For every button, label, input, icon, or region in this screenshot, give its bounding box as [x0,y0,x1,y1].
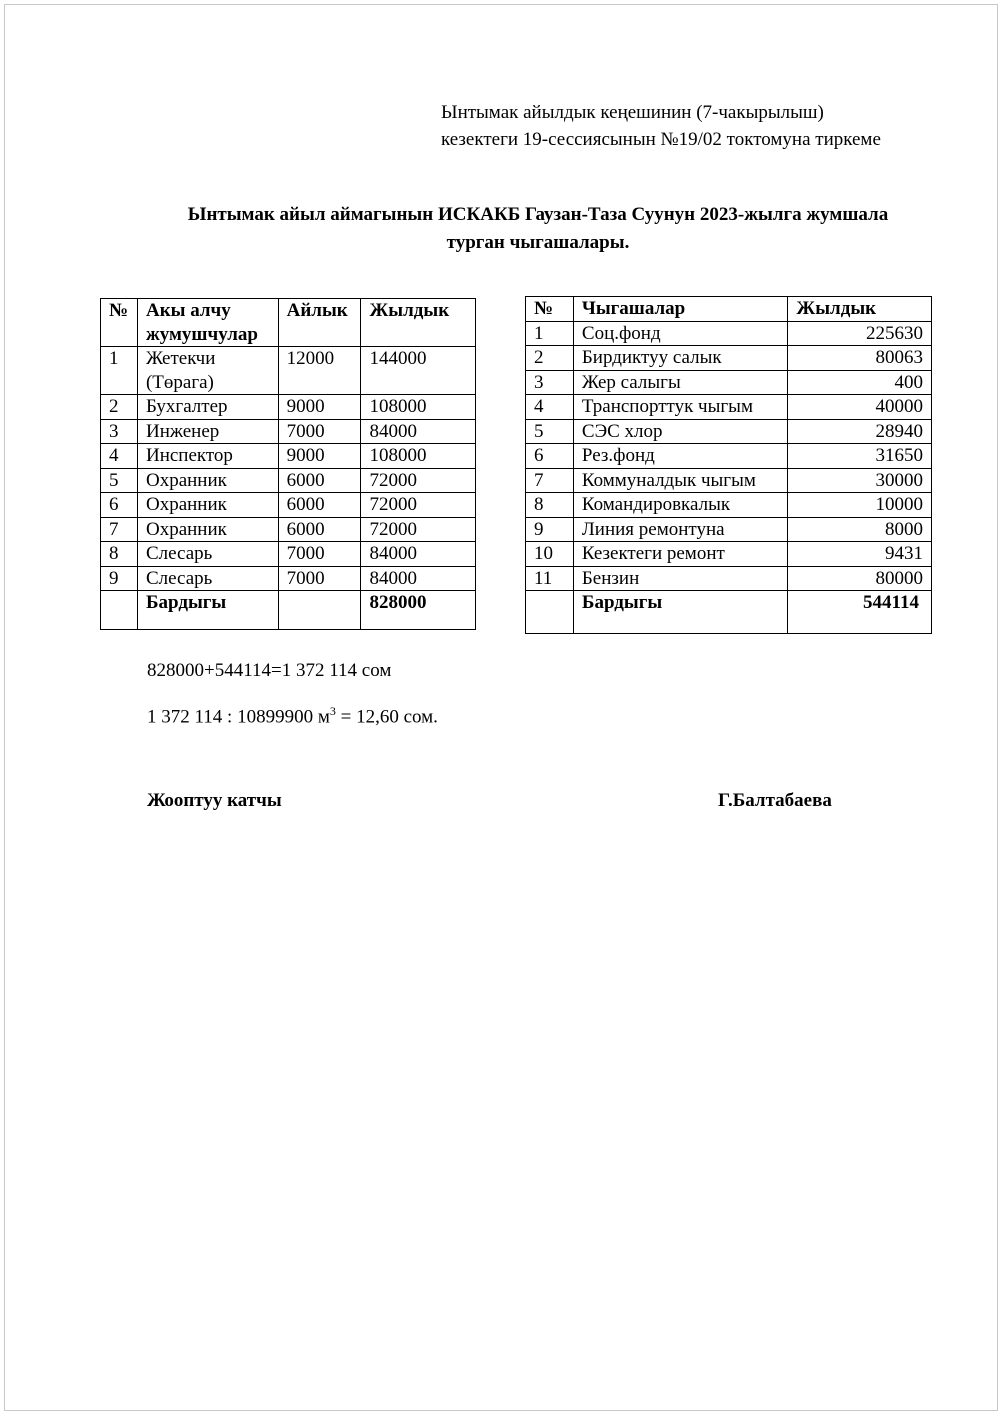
table-row [101,444,476,469]
total-num-cell [526,591,574,634]
row-num: 7 [101,517,138,542]
row-yearly: 84000 [361,419,476,444]
row-yearly: 72000 [361,517,476,542]
row-num: 6 [101,493,138,518]
row-monthly: 7000 [278,542,361,567]
row-position: Инженер [137,419,278,444]
row-num: 5 [101,468,138,493]
expense-header-num: № [526,297,574,322]
row-item: Бензин [573,566,788,591]
rate-prefix: 1 372 114 : 10899900 м [147,706,330,728]
sum-calculation: 828000+544114=1 372 114 сом [147,660,392,681]
salary-header-row [101,299,476,347]
expense-total-row [526,591,932,634]
table-row [526,468,932,493]
salary-total-label: Бардыгы [137,591,278,630]
row-num: 9 [101,566,138,591]
title-line-1: Ынтымак айыл аймагынын ИСКАКБ Гаузан-Таза Суунун 2023-жылга жумшала [187,204,889,225]
table-row [101,542,476,567]
expense-header-item: Чыгашалар [573,297,788,322]
salary-total-value: 828000 [361,591,476,630]
row-item: Жер салыгы [573,370,788,395]
expense-total-value: 544114 [788,591,932,634]
row-amount: 400 [788,370,932,395]
row-monthly: 7000 [278,566,361,591]
row-amount: 225630 [788,321,932,346]
table-row [526,370,932,395]
row-monthly: 9000 [278,395,361,420]
row-position: Слесарь [137,566,278,591]
salary-header-monthly: Айлык [278,299,361,347]
row-position: Жетекчи (Төрага) [137,347,278,395]
expense-total-label: Бардыгы [573,591,788,634]
row-position: Охранник [137,517,278,542]
row-yearly: 84000 [361,566,476,591]
row-amount: 30000 [788,468,932,493]
row-monthly: 6000 [278,493,361,518]
expense-header-row [526,297,932,322]
table-row [101,395,476,420]
salary-header-yearly: Жылдык [361,299,476,347]
table-row [526,493,932,518]
row-num: 8 [526,493,574,518]
expense-header-yearly: Жылдык [788,297,932,322]
row-amount: 80063 [788,346,932,371]
table-row [101,566,476,591]
row-item: Коммуналдык чыгым [573,468,788,493]
row-position: Охранник [137,468,278,493]
row-yearly: 72000 [361,468,476,493]
row-amount: 28940 [788,419,932,444]
row-num: 3 [101,419,138,444]
row-num: 1 [101,347,138,395]
row-amount: 40000 [788,395,932,420]
row-item: Транспорттук чыгым [573,395,788,420]
table-row [101,493,476,518]
row-monthly: 7000 [278,419,361,444]
signature-role: Жооптуу катчы [147,790,282,811]
header-note [441,99,881,153]
row-num: 2 [526,346,574,371]
row-position: Охранник [137,493,278,518]
signature-name: Г.Балтабаева [718,790,832,811]
row-amount: 80000 [788,566,932,591]
table-row [526,395,932,420]
header-line-2: кезектеги 19-сессиясынын №19/02 токтомуна тиркеме [441,129,881,150]
row-item: СЭС хлор [573,419,788,444]
table-row [526,542,932,567]
expense-table [525,296,932,634]
row-monthly: 9000 [278,444,361,469]
row-num: 5 [526,419,574,444]
row-yearly: 72000 [361,493,476,518]
document-title [150,201,926,257]
row-item: Кезектеги ремонт [573,542,788,567]
salary-header-position: Акы алчу жумушчулар [137,299,278,347]
table-row [526,566,932,591]
row-amount: 10000 [788,493,932,518]
salary-total-row [101,591,476,630]
row-item: Командировкалык [573,493,788,518]
row-monthly: 6000 [278,468,361,493]
row-amount: 31650 [788,444,932,469]
row-position: Инспектор [137,444,278,469]
row-yearly: 108000 [361,395,476,420]
row-num: 4 [101,444,138,469]
table-row [101,419,476,444]
row-position: Бухгалтер [137,395,278,420]
rate-calculation [147,704,438,728]
row-item: Бирдиктуу салык [573,346,788,371]
table-row [101,517,476,542]
row-num: 9 [526,517,574,542]
row-amount: 9431 [788,542,932,567]
row-amount: 8000 [788,517,932,542]
rate-suffix: = 12,60 сом. [335,706,438,728]
table-row [526,517,932,542]
salary-table [100,298,476,630]
salary-header-num: № [101,299,138,347]
row-num: 4 [526,395,574,420]
row-num: 1 [526,321,574,346]
header-line-1: Ынтымак айылдык кеңешинин (7-чакырылыш) [441,102,824,123]
table-row [526,321,932,346]
table-row [101,347,476,395]
row-num: 7 [526,468,574,493]
table-row [526,444,932,469]
row-num: 6 [526,444,574,469]
row-item: Рез.фонд [573,444,788,469]
table-row [101,468,476,493]
total-monthly-cell [278,591,361,630]
total-num-cell [101,591,138,630]
row-num: 3 [526,370,574,395]
row-yearly: 84000 [361,542,476,567]
row-num: 11 [526,566,574,591]
row-yearly: 108000 [361,444,476,469]
title-line-2: турган чыгашалары. [446,232,630,253]
row-num: 10 [526,542,574,567]
row-monthly: 12000 [278,347,361,395]
row-yearly: 144000 [361,347,476,395]
row-monthly: 6000 [278,517,361,542]
rate-exponent: 3 [329,704,336,718]
row-item: Линия ремонтуна [573,517,788,542]
table-row [526,346,932,371]
row-item: Соц.фонд [573,321,788,346]
row-position: Слесарь [137,542,278,567]
row-num: 8 [101,542,138,567]
row-num: 2 [101,395,138,420]
table-row [526,419,932,444]
